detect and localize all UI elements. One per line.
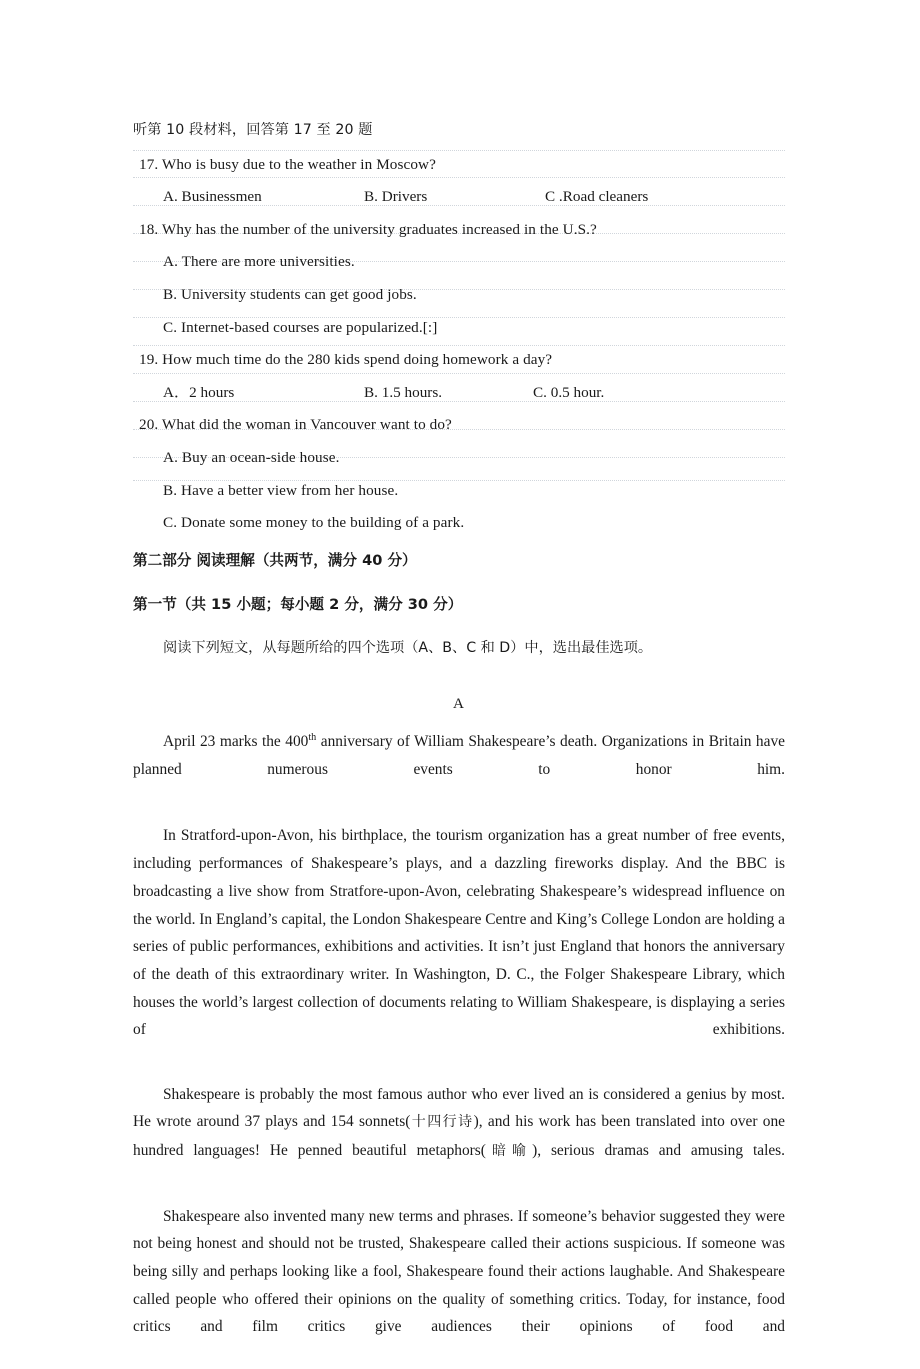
question-20-stem: 20. What did the woman in Vancouver want to do? bbox=[139, 416, 452, 434]
question-20-option-a[interactable]: A. Buy an ocean-side house. bbox=[163, 448, 340, 466]
paragraph-3-segment-c: ), serious dramas and amusing tales. bbox=[532, 1142, 786, 1160]
section-one-heading: 第一节（共 15 小题；每小题 2 分，满分 30 分） bbox=[133, 595, 463, 613]
passage-paragraph-4: Shakespeare also invented many new terms and phrases. If someone’s behavior suggested they were not being honest and should not be trusted, Shakespeare called their actions suspicious. If someone was being silly and perhaps looking like a fool, Shakespeare found their actions laughable. And Shakespeare called people who offered their opinions on the quality of something critics. Today, for instance, food critics and film critics give audiences their opinions of food and bbox=[133, 1207, 785, 1336]
listening-section-heading: 听第 10 段材料，回答第 17 至 20 题 bbox=[133, 122, 373, 138]
question-19-option-b[interactable]: B. 1.5 hours. bbox=[364, 383, 443, 401]
question-18-option-c[interactable]: C. Internet-based courses are popularized.[:] bbox=[163, 318, 438, 336]
paragraph-1-post-sup: anniversary of William Shakespeare’s death. Organizations in Britain have planned numerous events to honor him. bbox=[133, 733, 785, 779]
question-18-option-b[interactable]: B. University students can get good jobs. bbox=[163, 285, 417, 303]
question-20-option-c[interactable]: C. Donate some money to the building of a park. bbox=[163, 514, 465, 532]
passage-paragraph-2: In Stratford-upon-Avon, his birthplace, the tourism organization has a great number of free events, including performances of Shakespeare’s plays, and a dazzling fireworks display. And the BBC is broadcasting a live show from Stratfore-upon-Avon, celebrating Shakespeare’s widespread influence on the world. In England’s capital, the London Shakespeare Centre and King’s College London are holding a series of public performances, exhibitions and activities. It isn’t just England that honors the anniversary of the death of this extraordinary writer. In Washington, D. C., the Folger Shakespeare Library, which houses the world’s largest collection of documents relating to William Shakespeare, is displaying a series of exhibitions. bbox=[133, 827, 785, 1039]
question-18-stem: 18. Why has the number of the university graduates increased in the U.S.? bbox=[139, 220, 597, 238]
passage-label-a: A bbox=[453, 694, 464, 712]
content-column bbox=[133, 117, 785, 1369]
question-19-options bbox=[133, 379, 785, 407]
reading-instruction: 阅读下列短文，从每题所给的四个选项（A、B、C 和 D）中，选出最佳选项。 bbox=[163, 639, 653, 656]
gloss-sonnets: 十四行诗 bbox=[410, 1114, 474, 1131]
gloss-metaphors: 暗喻 bbox=[485, 1143, 533, 1160]
passage-paragraph-1 bbox=[133, 728, 785, 811]
ordinal-superscript: th bbox=[308, 732, 317, 744]
passage-paragraph-3 bbox=[133, 1081, 785, 1194]
paragraph-3-segment-a: Shakespeare is probably the most famous author who ever lived an is considered a genius by most. He wrote around 37 plays and 154 sonnets( bbox=[133, 1085, 785, 1131]
question-20-option-b[interactable]: B. Have a better view from her house. bbox=[163, 481, 399, 499]
question-19-stem: 19. How much time do the 280 kids spend doing homework a day? bbox=[139, 351, 553, 369]
question-17-stem: 17. Who is busy due to the weather in Moscow? bbox=[139, 155, 436, 173]
question-19-option-c[interactable]: C. 0.5 hour. bbox=[533, 383, 605, 401]
question-18-option-a[interactable]: A. There are more universities. bbox=[163, 253, 355, 271]
question-17-option-b[interactable]: B. Drivers bbox=[364, 188, 428, 206]
question-17-option-c[interactable]: C .Road cleaners bbox=[545, 188, 649, 206]
question-17-option-a[interactable]: A. Businessmen bbox=[163, 188, 262, 206]
question-17-options bbox=[133, 183, 785, 211]
paragraph-1-pre-sup: April 23 marks the 400 bbox=[163, 733, 309, 751]
question-19-option-a[interactable]: A．2 hours bbox=[163, 383, 235, 401]
paragraph-3-segment-b: ), and his work has been translated into over one hundred languages! He penned beautiful metaphors( bbox=[133, 1113, 785, 1160]
part-two-heading: 第二部分 阅读理解（共两节，满分 40 分） bbox=[133, 551, 417, 569]
